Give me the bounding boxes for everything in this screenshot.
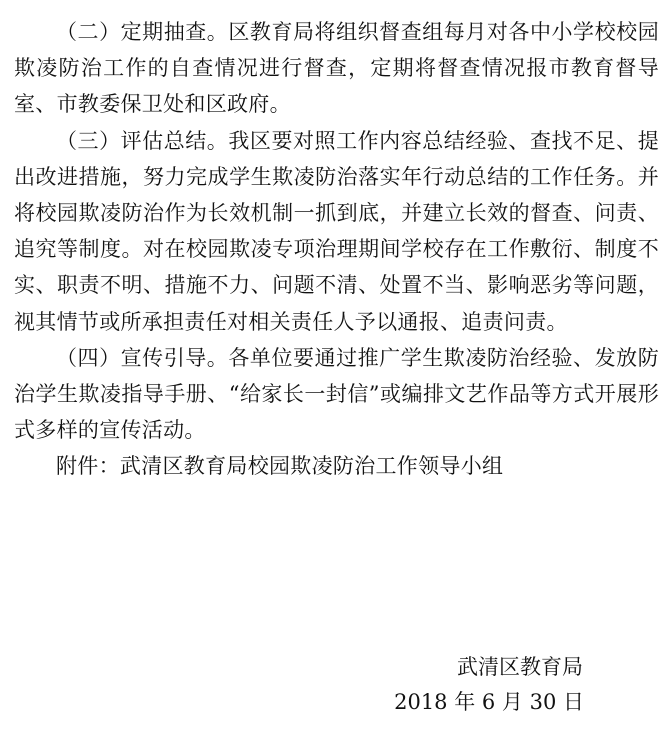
paragraph-evaluation-summary: （三）评估总结。我区要对照工作内容总结经验、查找不足、提出改进措施，努力完成学生欺凌防治落实年行动总结的工作任务。并将校园欺凌防治作为长效机制一抓到底，并建立长效的督查、问责、追究等制度。对在校园欺凌专项治理期间学校存在工作敷衍、制度不实、职责不明、措施不力、问题不清、处置不当、影响恶劣等问题，视其情节或所承担责任对相关责任人予以通报、追责问责。 [14,128,659,334]
signature-organization: 武清区教育局 [457,655,583,679]
attachment-note: 附件：武清区教育局校园欺凌防治工作领导小组 [56,454,504,479]
document-body [14,14,659,485]
signature-date: 2018 年 6 月 30 日 [394,690,584,714]
paragraph-publicity-guidance: （四）宣传引导。各单位要通过推广学生欺凌防治经验、发放防治学生欺凌指导手册、“给家长一封信”或编排文艺作品等方式开展形式多样的宣传活动。 [14,345,659,443]
paragraph-regular-inspection: （二）定期抽查。区教育局将组织督查组每月对各中小学校校园欺凌防治工作的自查情况进行督查，定期将督查情况报市教育督导室、市教委保卫处和区政府。 [14,20,659,117]
